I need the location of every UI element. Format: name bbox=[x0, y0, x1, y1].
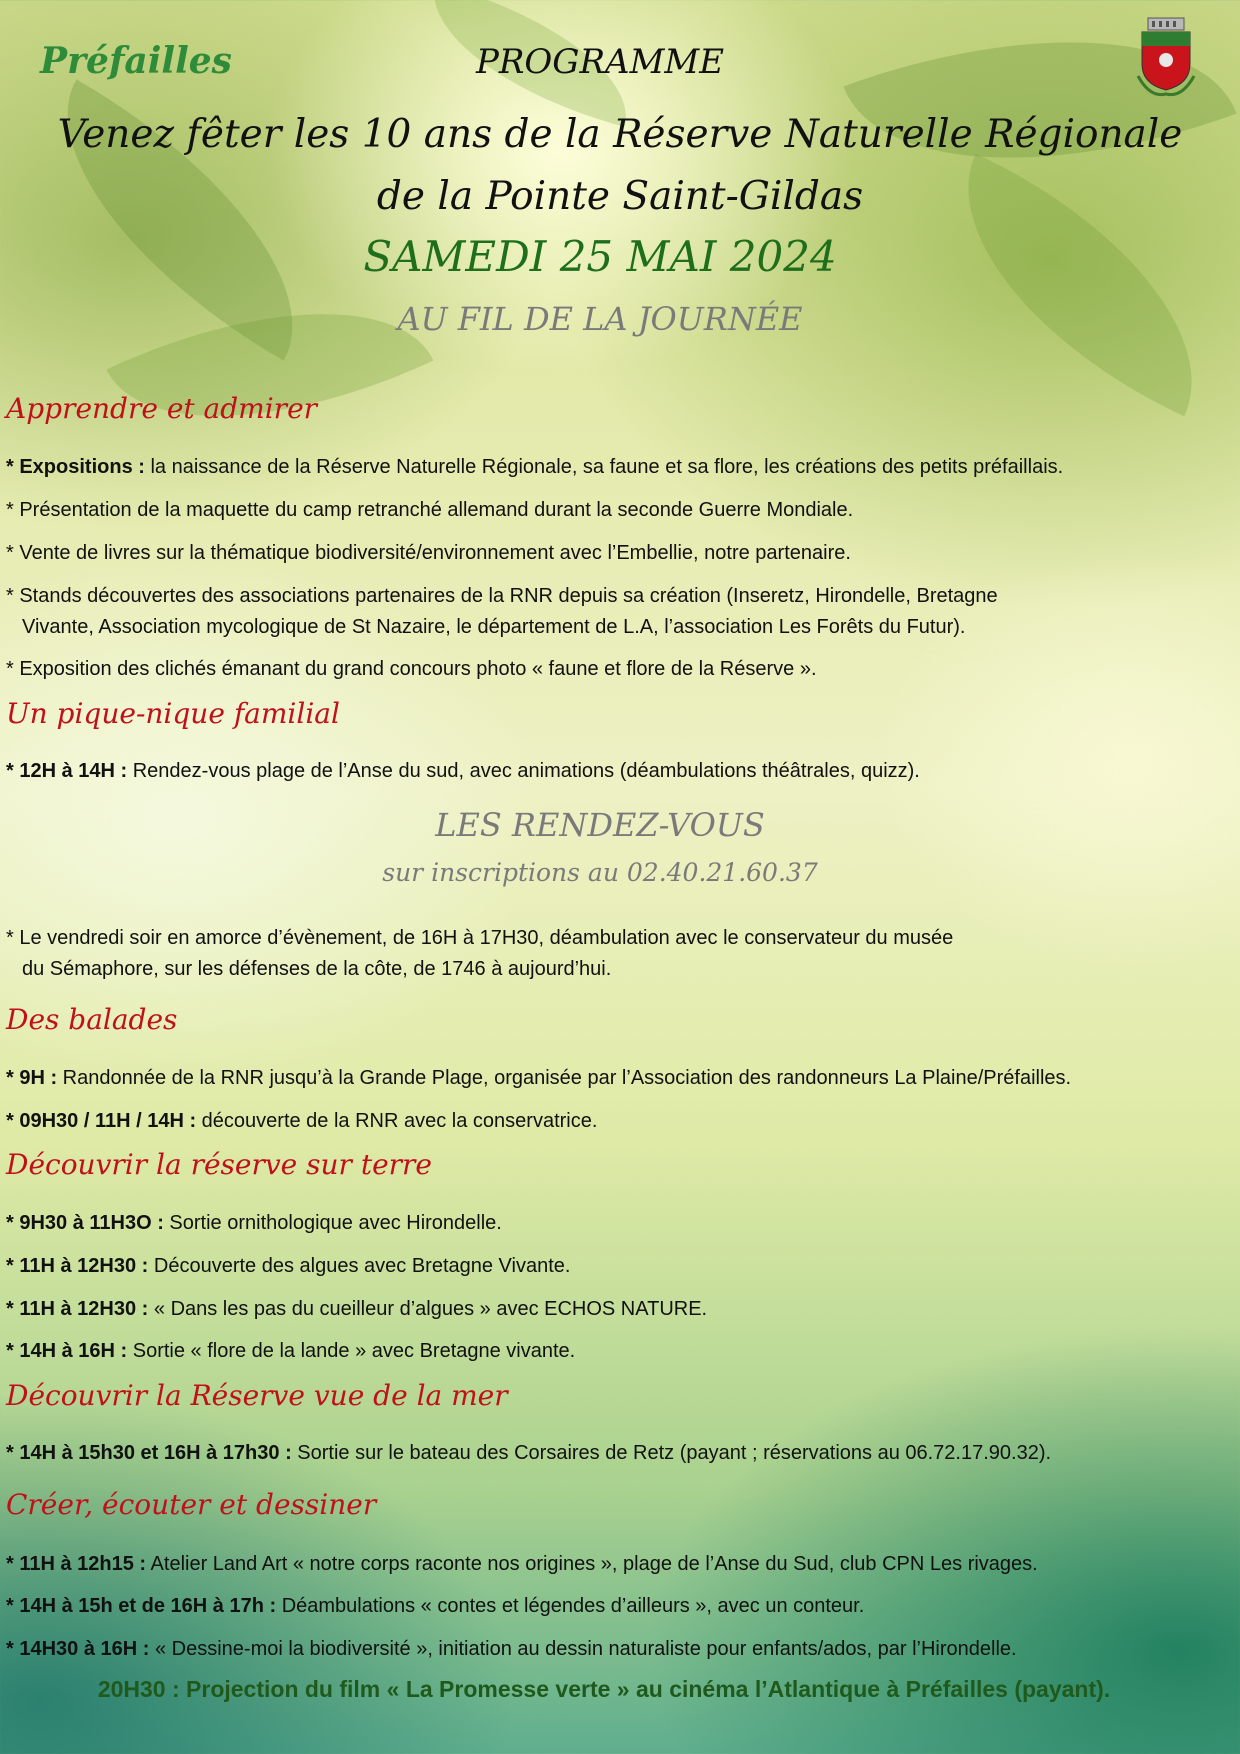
film-projection: 20H30 : Projection du film « La Promesse verte » au cinéma l’Atlantique à Préfailles (payant). bbox=[97, 1676, 1111, 1702]
section-title-creer: Créer, écouter et dessiner bbox=[6, 1488, 377, 1521]
day-subtitle: AU FIL DE LA JOURNÉE bbox=[397, 300, 803, 338]
list-item: * 14H à 16H : Sortie « flore de la lande » avec Bretagne vivante. bbox=[6, 1340, 576, 1362]
list-item: * Présentation de la maquette du camp retranché allemand durant la seconde Guerre Mondiale. bbox=[6, 499, 854, 521]
list-item: * 12H à 14H : Rendez-vous plage de l’Anse du sud, avec animations (déambulations théâtrales, quizz). bbox=[6, 760, 920, 782]
list-item-continuation: Vivante, Association mycologique de St Nazaire, le département de L.A, l’association Les Forêts du Futur). bbox=[22, 616, 966, 638]
list-item: * Vente de livres sur la thématique biodiversité/environnement avec l’Embellie, notre partenaire. bbox=[6, 542, 851, 564]
section-title-mer: Découvrir la Réserve vue de la mer bbox=[6, 1379, 508, 1412]
section-title-balades: Des balades bbox=[6, 1003, 178, 1036]
event-date: SAMEDI 25 MAI 2024 bbox=[363, 232, 837, 281]
list-item: * 14H à 15h et de 16H à 17h : Déambulations « contes et légendes d’ailleurs », avec un conteur. bbox=[6, 1595, 865, 1617]
list-item: * Stands découvertes des associations partenaires de la RNR depuis sa création (Inseretz, Hirondelle, Bretagne bbox=[6, 585, 998, 607]
list-item: * Exposition des clichés émanant du grand concours photo « faune et flore de la Réserve ». bbox=[6, 658, 817, 680]
list-item: * 9H : Randonnée de la RNR jusqu’à la Grande Plage, organisée par l’Association des randonneurs La Plaine/Préfailles. bbox=[6, 1067, 1072, 1089]
section-title-apprendre: Apprendre et admirer bbox=[6, 392, 318, 425]
rendezvous-title: LES RENDEZ-VOUS bbox=[435, 806, 765, 844]
list-item: * 11H à 12h15 : Atelier Land Art « notre corps raconte nos origines », plage de l’Anse du Sud, club CPN Les rivages. bbox=[6, 1553, 1038, 1575]
list-item: * 9H30 à 11H3O : Sortie ornithologique avec Hirondelle. bbox=[6, 1212, 502, 1234]
title-line-2: de la Pointe Saint-Gildas bbox=[376, 174, 864, 219]
rendezvous-subtitle: sur inscriptions au 02.40.21.60.37 bbox=[382, 858, 818, 887]
list-item: * 14H30 à 16H : « Dessine-moi la biodiversité », initiation au dessin naturaliste pour enfants/ados, par l’Hirondelle. bbox=[6, 1638, 1017, 1660]
programme-label: PROGRAMME bbox=[475, 42, 725, 82]
logo-text: Préfailles bbox=[40, 40, 232, 82]
list-item: * Expositions : la naissance de la Réserve Naturelle Régionale, sa faune et sa flore, les créations des petits préfaillais. bbox=[6, 456, 1064, 478]
list-item: * 14H à 15h30 et 16H à 17h30 : Sortie sur le bateau des Corsaires de Retz (payant ; réservations au 06.72.17.90.32). bbox=[6, 1442, 1052, 1464]
section-title-terre: Découvrir la réserve sur terre bbox=[6, 1148, 433, 1181]
list-item: * 11H à 12H30 : Découverte des algues avec Bretagne Vivante. bbox=[6, 1255, 571, 1277]
section-title-piquenique: Un pique-nique familial bbox=[6, 697, 340, 730]
list-item: * 09H30 / 11H / 14H : découverte de la RNR avec la conservatrice. bbox=[6, 1110, 598, 1132]
title-line-1: Venez fêter les 10 ans de la Réserve Naturelle Régionale bbox=[57, 112, 1183, 157]
list-item-continuation: du Sémaphore, sur les défenses de la côte, de 1746 à aujourd’hui. bbox=[22, 958, 612, 980]
list-item: * 11H à 12H30 : « Dans les pas du cueilleur d’algues » avec ECHOS NATURE. bbox=[6, 1298, 708, 1320]
list-item: * Le vendredi soir en amorce d’évènement, de 16H à 17H30, déambulation avec le conservateur du musée bbox=[6, 927, 954, 949]
